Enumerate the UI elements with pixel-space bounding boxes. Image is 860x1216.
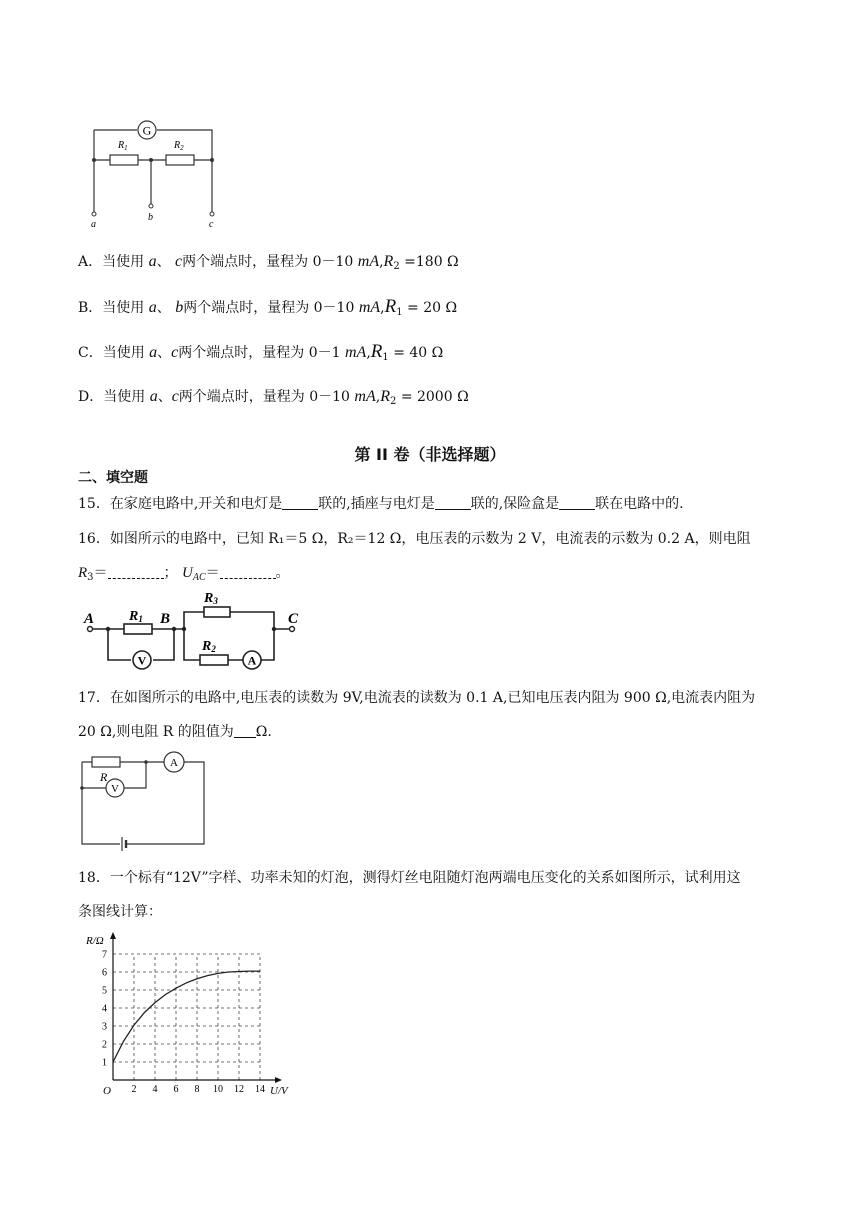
question-16-line1: 16．如图所示的电路中，已知 R₁＝5 Ω，R₂＝12 Ω，电压表的示数为 2 V，电流表的示数为 0.2 A，则电阻 [78, 531, 751, 547]
y-tick-label: 4 [102, 1003, 107, 1015]
x-axis-arrow [275, 1077, 282, 1083]
battery-symbol [122, 837, 126, 851]
x-tick-label: 2 [131, 1084, 137, 1095]
r1-label: R [129, 609, 139, 624]
voltmeter-letter: V [137, 653, 147, 668]
r3-label: R [204, 591, 214, 606]
blank[interactable] [220, 564, 276, 579]
r1-sub: 1 [138, 614, 143, 624]
r-label: R [100, 770, 108, 784]
r1-sub: 1 [124, 144, 128, 152]
y-tick-label: 5 [102, 985, 107, 997]
resistor-r [92, 757, 120, 767]
x-tick-label: 12 [234, 1084, 244, 1095]
y-tick-label: 1 [102, 1057, 107, 1069]
x-tick-label: 4 [152, 1084, 158, 1095]
y-tick-label: 6 [102, 967, 107, 979]
galvanometer-letter: G [142, 123, 152, 138]
node-c: C [288, 611, 299, 627]
chart-series-curve [113, 971, 260, 1062]
resistor-r1 [110, 155, 138, 165]
terminal-a: a [91, 219, 96, 230]
resistor-r2 [200, 655, 228, 665]
r2-sub: 2 [180, 144, 184, 152]
part-title: 第 II 卷（非选择题） [354, 445, 506, 464]
blank[interactable] [108, 564, 164, 579]
x-tick-label: 8 [194, 1084, 200, 1095]
svg-text:R1 [128, 609, 143, 624]
terminal-c: c [209, 219, 214, 230]
r2-sub: 2 [211, 644, 216, 654]
node-a: A [84, 611, 95, 627]
resistor-r1 [124, 624, 152, 634]
node-b: B [160, 611, 171, 627]
question-18-line1: 18．一个标有“12V”字样、功率未知的灯泡，测得灯丝电阻随灯泡两端电压变化的关系如图所示，试利用这 [78, 870, 741, 886]
resistance-voltage-chart [80, 930, 300, 1100]
r3-sub: 3 [213, 596, 218, 606]
question-18-line2: 条图线计算： [78, 904, 162, 920]
question-15: 15．在家庭电路中,开关和电灯是 联的,插座与电灯是 联的,保险盒是 联在电路中的. [78, 496, 684, 512]
x-tick-label: 6 [173, 1084, 179, 1095]
x-tick-label: 10 [213, 1084, 223, 1095]
x-axis-label: U/V [270, 1085, 288, 1097]
option-a: A．当使用 a、 c两个端点时，量程为 0－10 $mA,R_2 =180$ Ω [78, 253, 459, 272]
y-tick-label: 2 [102, 1039, 107, 1051]
svg-text:R2 [173, 140, 184, 152]
y-axis-arrow [110, 932, 116, 939]
y-tick-label: 7 [102, 949, 107, 961]
ammeter-letter: A [170, 757, 178, 769]
q16-circuit-figure [80, 588, 306, 670]
origin-label: O [103, 1085, 111, 1097]
option-b: B．当使用 a、 b两个端点时，量程为 0－10 $mA,R_1 = 20$ Ω [78, 296, 458, 318]
resistor-r2 [166, 155, 194, 165]
chart-grid [113, 954, 260, 1080]
section-title: 二、填空题 [78, 470, 148, 486]
resistor-r3 [204, 607, 230, 617]
ammeter-letter: A [247, 653, 257, 668]
blank[interactable] [435, 495, 471, 510]
voltmeter-letter: V [111, 783, 119, 795]
y-tick-label: 3 [102, 1021, 107, 1033]
question-17-line2: 20 Ω,则电阻 R 的阻值为 Ω. [78, 724, 272, 740]
svg-text:R1 [117, 140, 128, 152]
svg-text:R2 [201, 639, 216, 654]
r2-label: R [174, 140, 181, 151]
galvanometer-circuit-figure [84, 116, 224, 228]
blank[interactable] [234, 723, 256, 738]
question-17-line1: 17．在如图所示的电路中,电压表的读数为 9V,电流表的读数为 0.1 A,已知电压表内阻为 900 Ω,电流表内阻为 [78, 690, 756, 706]
chart-axes [110, 932, 282, 1083]
r2-label: R [202, 639, 212, 654]
terminal-b: b [148, 212, 153, 223]
option-c: C．当使用 a、c两个端点时，量程为 0－1 $mA,R_1 = 40$ Ω [78, 341, 444, 363]
question-16-line2: $R_3=$ ； $U_{AC}=$ 。 [78, 565, 290, 583]
x-tick-label: 14 [255, 1084, 265, 1095]
svg-text:R3 [203, 591, 218, 606]
blank[interactable] [559, 495, 595, 510]
y-axis-label: R/Ω [86, 935, 104, 947]
option-d: D．当使用 a、c两个端点时，量程为 0－10 $mA,R_2 = 2000$ Ω [78, 388, 469, 407]
blank[interactable] [282, 495, 318, 510]
q17-circuit-figure [78, 748, 210, 854]
r1-label: R [118, 140, 125, 151]
